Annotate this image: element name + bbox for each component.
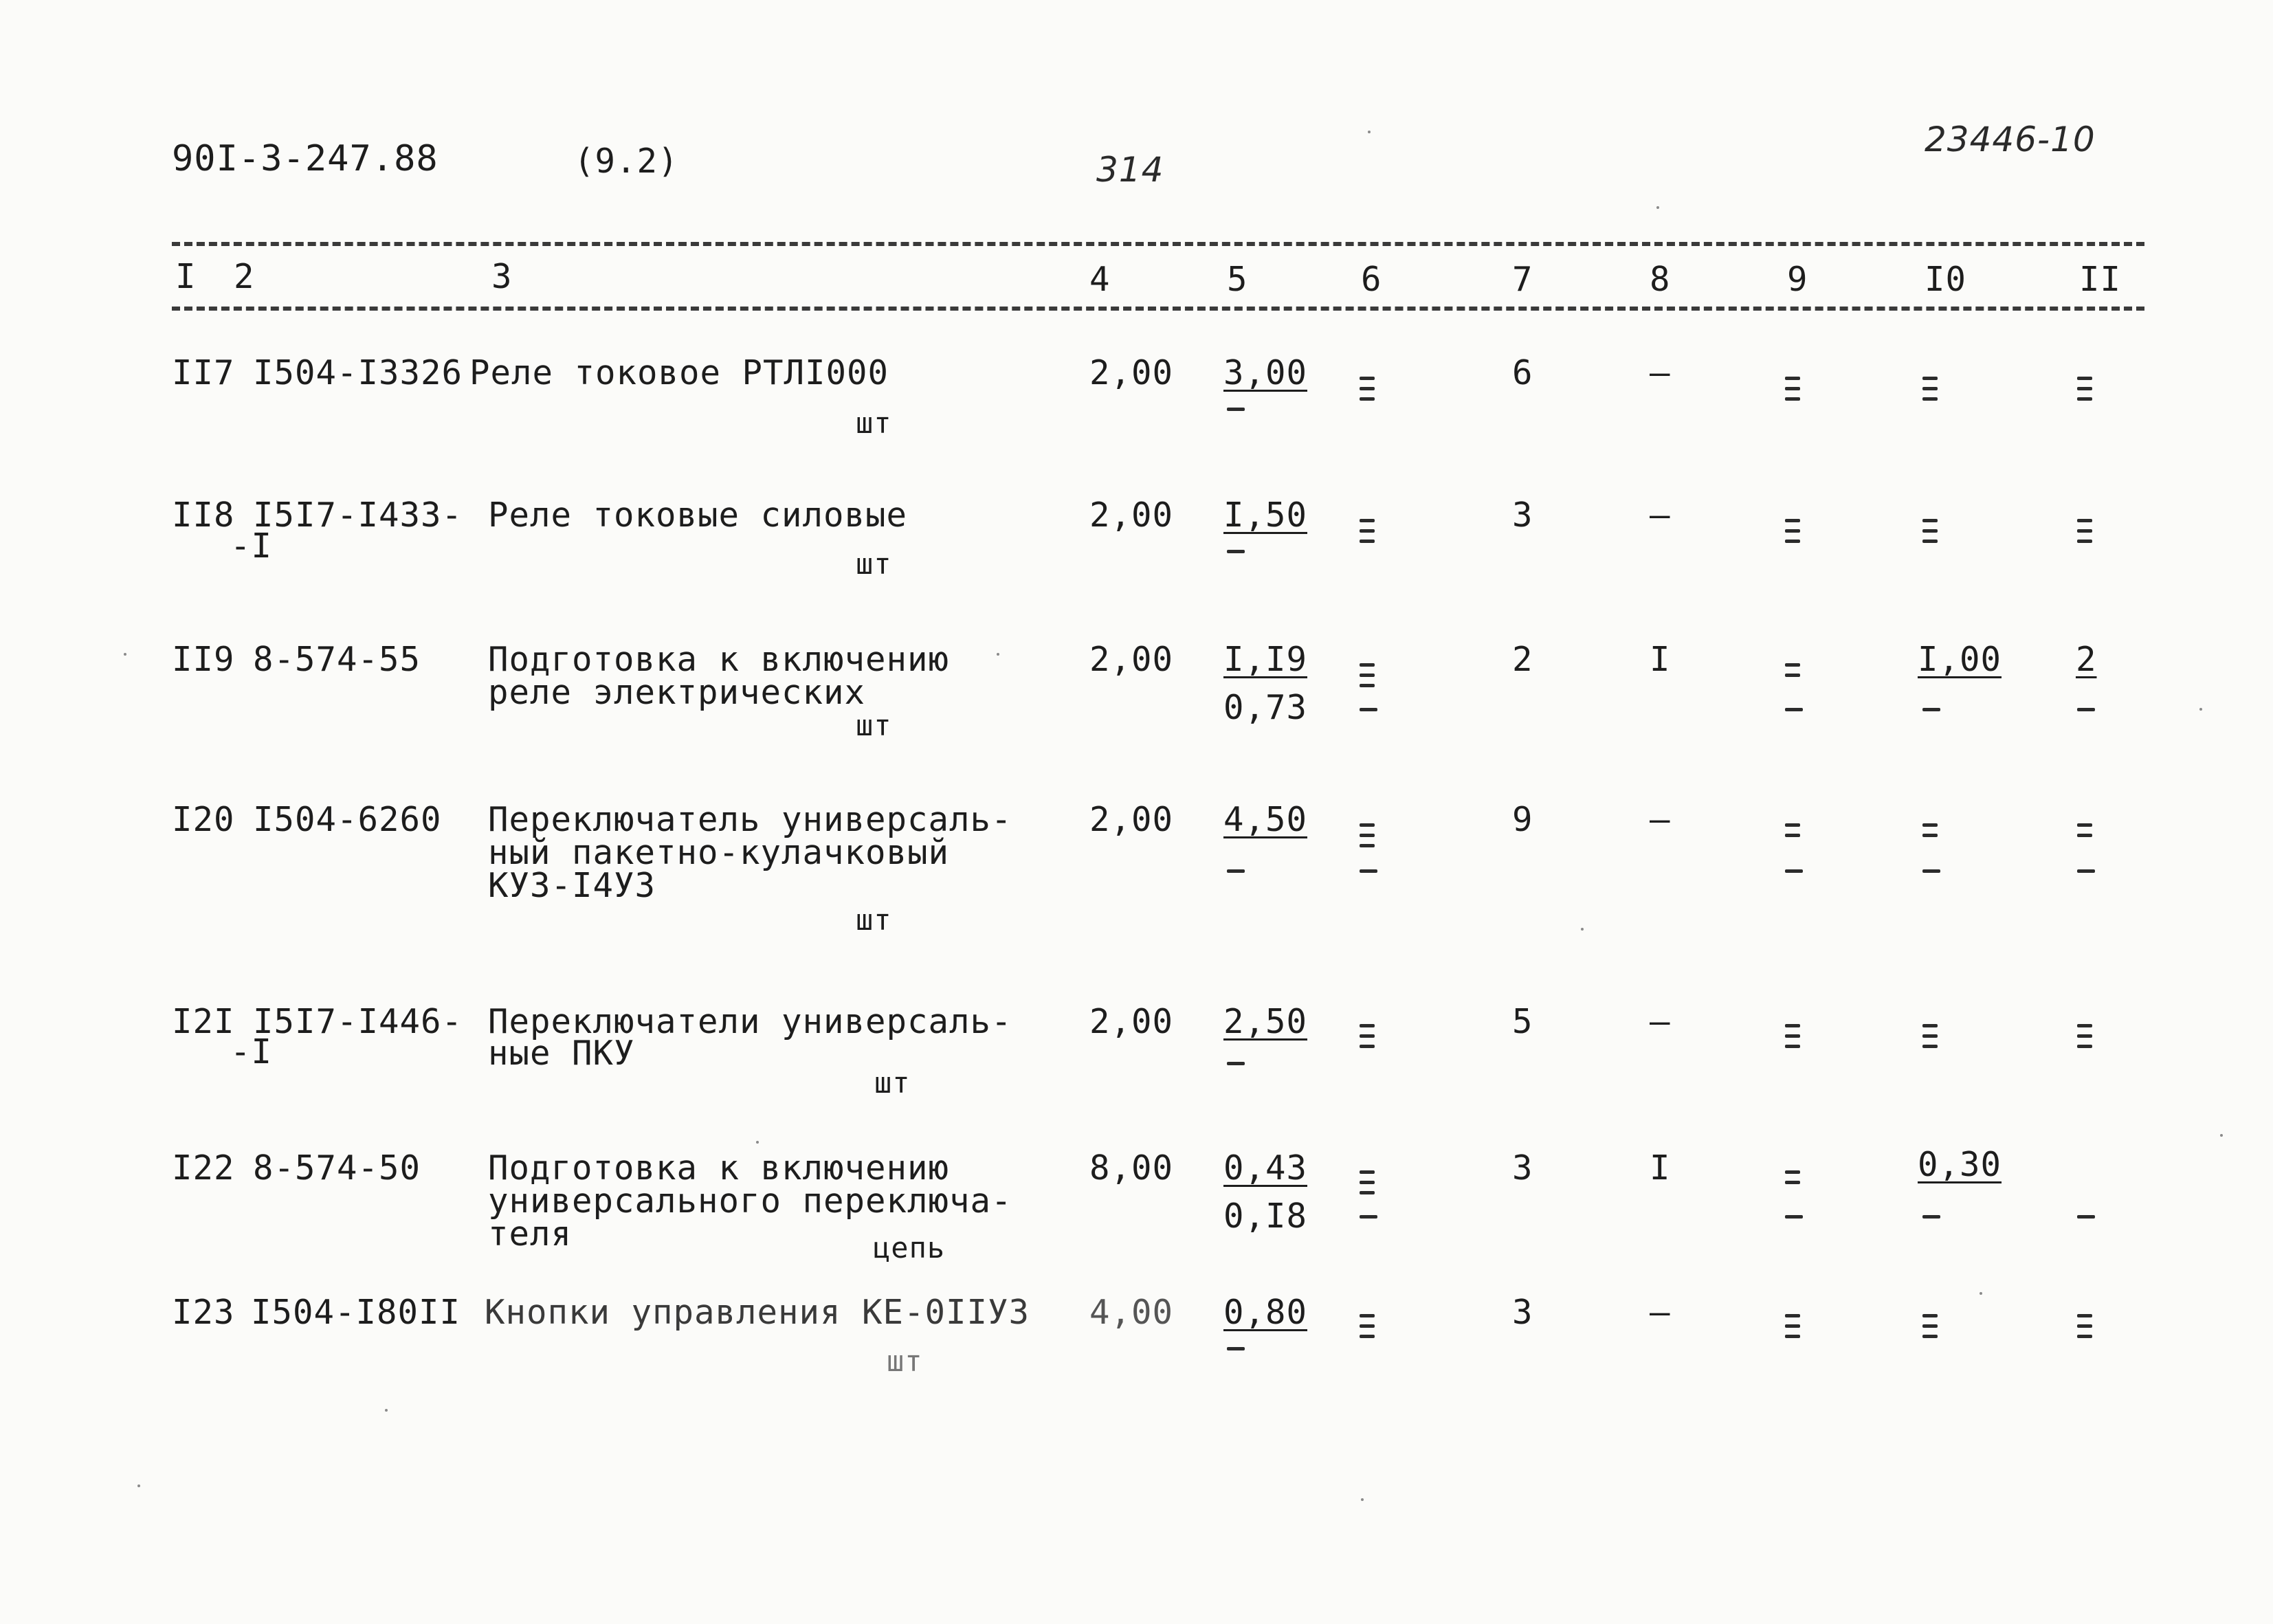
unit-label: шт — [887, 1344, 923, 1378]
ditto-mark — [2077, 519, 2092, 550]
dash-mark — [1227, 1347, 1245, 1350]
ditto-mark — [1922, 823, 1938, 844]
column-header: I0 — [1925, 260, 1967, 299]
ditto-mark — [1360, 1170, 1375, 1201]
item-description: Подготовка к включению — [488, 1148, 950, 1188]
dash-mark — [1922, 708, 1940, 711]
ditto-mark — [1922, 519, 1938, 550]
document-code: 90I-3-247.88 — [172, 138, 439, 179]
item-description-line: ные ПКУ — [488, 1034, 635, 1073]
ditto-mark — [1785, 377, 1800, 408]
ditto-mark — [1785, 663, 1800, 684]
col8-value: I — [1650, 1148, 1671, 1188]
dash-mark — [1785, 1215, 1803, 1219]
ditto-mark — [1785, 1024, 1800, 1055]
unit-label: шт — [856, 406, 892, 440]
ditto-mark — [1360, 519, 1375, 550]
norm-code: I5I7-I433- — [253, 496, 463, 535]
col7-value: 3 — [1512, 496, 1533, 535]
archive-number: 23446-10 — [1925, 120, 2096, 159]
ditto-mark — [1785, 823, 1800, 844]
col11-value: 2 — [2076, 640, 2097, 679]
col10-value: I,00 — [1918, 640, 2002, 679]
ditto-mark — [1922, 1314, 1938, 1345]
item-description: Реле токовое РТЛI000 — [469, 353, 889, 392]
ditto-mark — [1785, 1314, 1800, 1345]
ditto-mark — [1785, 519, 1800, 550]
item-description: Переключатель универсаль- — [488, 800, 1012, 839]
dash-mark — [1922, 869, 1940, 873]
ditto-mark — [1360, 1024, 1375, 1055]
quantity: 2,00 — [1089, 800, 1174, 839]
item-description-line: универсального переключа- — [488, 1181, 1012, 1221]
ditto-mark — [1922, 377, 1938, 408]
page-number: 314 — [1096, 150, 1164, 190]
col8-value: – — [1650, 353, 1671, 392]
col8-value: I — [1650, 640, 1671, 679]
ditto-mark — [2077, 377, 2092, 408]
unit-label: шт — [856, 547, 892, 581]
ditto-mark — [2077, 1024, 2092, 1055]
dash-mark — [1360, 1215, 1377, 1219]
dash-mark — [1360, 708, 1377, 711]
quantity: 2,00 — [1089, 496, 1174, 535]
col7-value: 2 — [1512, 640, 1533, 679]
header-bottom-rule — [172, 307, 2144, 311]
column-header: 2 — [234, 257, 255, 296]
item-description: Переключатели универсаль- — [488, 1002, 1012, 1041]
col7-value: 6 — [1512, 353, 1533, 392]
quantity: 4,00 — [1089, 1293, 1174, 1332]
column-header: 8 — [1650, 260, 1671, 299]
col7-value: 9 — [1512, 800, 1533, 839]
column-header: 6 — [1361, 260, 1382, 299]
header-top-rule — [172, 242, 2144, 246]
ditto-mark — [1360, 377, 1375, 408]
item-description-line: теля — [488, 1214, 573, 1254]
dash-mark — [1922, 1215, 1940, 1219]
column-header: 9 — [1787, 260, 1808, 299]
col7-value: 3 — [1512, 1293, 1533, 1332]
column-header: 7 — [1512, 260, 1533, 299]
column-header: I — [175, 257, 197, 296]
labor-value-secondary: 0,I8 — [1223, 1197, 1308, 1236]
dash-mark — [1227, 550, 1245, 553]
unit-label: цепь — [873, 1231, 946, 1265]
row-number: II8 — [172, 496, 235, 535]
unit-label: шт — [856, 709, 892, 742]
quantity: 8,00 — [1089, 1148, 1174, 1188]
item-description: Кнопки управления КЕ-0IIУЗ — [485, 1293, 1030, 1332]
item-description-line: реле электрических — [488, 673, 866, 712]
ditto-mark — [1922, 1024, 1938, 1055]
section-number: (9.2) — [574, 142, 679, 181]
labor-value: I,I9 — [1223, 640, 1308, 679]
row-number: I23 — [172, 1293, 235, 1332]
dash-mark — [1360, 869, 1377, 873]
col8-value: – — [1650, 496, 1671, 535]
norm-code: 8-574-55 — [253, 640, 421, 679]
labor-value-secondary: 0,73 — [1223, 688, 1308, 727]
dash-mark — [2077, 1215, 2095, 1219]
column-header: 4 — [1089, 260, 1111, 299]
norm-code: I5I7-I446- — [253, 1002, 463, 1041]
item-description: Подготовка к включению — [488, 640, 950, 679]
labor-value: 4,50 — [1223, 800, 1308, 839]
column-header: II — [2079, 260, 2122, 299]
norm-code: I504-6260 — [253, 800, 442, 839]
ditto-mark — [1360, 663, 1375, 694]
dash-mark — [2077, 708, 2095, 711]
column-header: 5 — [1227, 260, 1248, 299]
ditto-mark — [1360, 823, 1375, 854]
labor-value: 0,80 — [1223, 1293, 1308, 1332]
dash-mark — [1785, 869, 1803, 873]
labor-value: 2,50 — [1223, 1002, 1308, 1041]
col8-value: – — [1650, 1002, 1671, 1041]
ditto-mark — [2077, 1314, 2092, 1345]
unit-label: шт — [874, 1066, 911, 1100]
ditto-mark — [1785, 1170, 1800, 1191]
norm-code-continuation: -I — [230, 1032, 273, 1071]
row-number: I22 — [172, 1148, 235, 1188]
col8-value: – — [1650, 1293, 1671, 1332]
row-number: II7 — [172, 353, 235, 392]
dash-mark — [1227, 1062, 1245, 1065]
dash-mark — [1227, 408, 1245, 411]
dash-mark — [1785, 708, 1803, 711]
labor-value: I,50 — [1223, 496, 1308, 535]
col7-value: 3 — [1512, 1148, 1533, 1188]
dash-mark — [2077, 869, 2095, 873]
labor-value: 0,43 — [1223, 1148, 1308, 1188]
quantity: 2,00 — [1089, 353, 1174, 392]
item-description-line: ный пакетно-кулачковый — [488, 833, 950, 872]
unit-label: шт — [856, 903, 892, 937]
row-number: I20 — [172, 800, 235, 839]
column-header: 3 — [491, 257, 513, 296]
norm-code: I504-I80II — [251, 1293, 461, 1332]
dash-mark — [1227, 869, 1245, 873]
quantity: 2,00 — [1089, 640, 1174, 679]
labor-value: 3,00 — [1223, 353, 1308, 392]
col7-value: 5 — [1512, 1002, 1533, 1041]
col8-value: – — [1650, 800, 1671, 839]
col10-value: 0,30 — [1918, 1145, 2002, 1184]
ditto-mark — [2077, 823, 2092, 844]
quantity: 2,00 — [1089, 1002, 1174, 1041]
item-description-line: КУЗ-I4УЗ — [488, 866, 656, 905]
row-number: II9 — [172, 640, 235, 679]
item-description: Реле токовые силовые — [488, 496, 908, 535]
row-number: I2I — [172, 1002, 235, 1041]
norm-code: I504-I3326 — [253, 353, 463, 392]
ditto-mark — [1360, 1314, 1375, 1345]
norm-code: 8-574-50 — [253, 1148, 421, 1188]
norm-code-continuation: -I — [230, 526, 273, 566]
